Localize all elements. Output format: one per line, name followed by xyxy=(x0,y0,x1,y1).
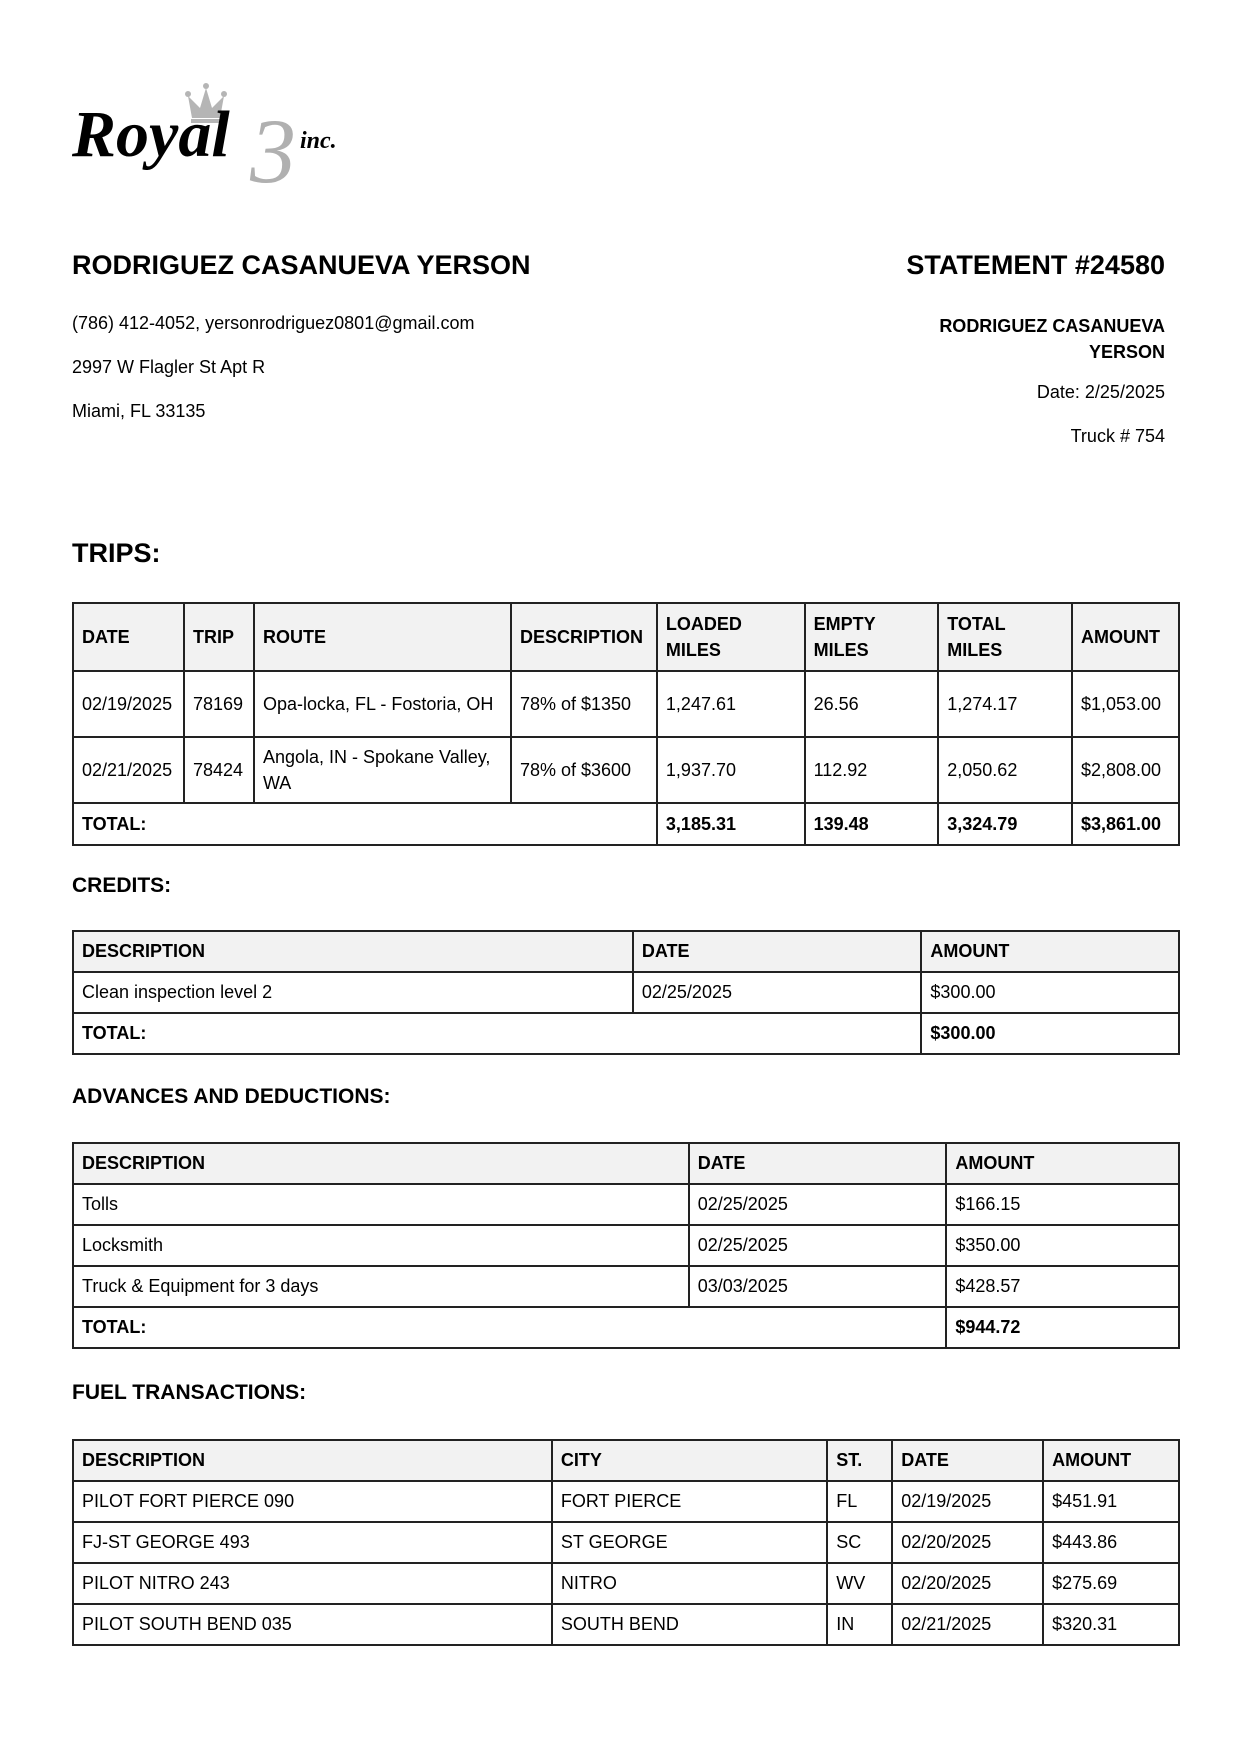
fuel-city: FORT PIERCE xyxy=(552,1481,827,1522)
col-date: DATE xyxy=(633,931,922,972)
table-row xyxy=(73,1481,1179,1522)
fuel-date: 02/19/2025 xyxy=(892,1481,1043,1522)
trips-header-row xyxy=(73,603,1179,671)
col-description: DESCRIPTION xyxy=(73,1440,552,1481)
total-label: TOTAL: xyxy=(73,1013,921,1054)
fuel-date: 02/20/2025 xyxy=(892,1563,1043,1604)
trip-loaded-miles: 1,247.61 xyxy=(657,671,805,737)
trip-date: 02/21/2025 xyxy=(73,737,184,803)
total-total-miles: 3,324.79 xyxy=(938,803,1072,845)
advance-amount: $428.57 xyxy=(946,1266,1179,1307)
table-row xyxy=(73,671,1179,737)
fuel-state: SC xyxy=(827,1522,892,1563)
trip-empty-miles: 112.92 xyxy=(805,737,939,803)
table-row xyxy=(73,1266,1179,1307)
total-amount: $944.72 xyxy=(946,1307,1179,1348)
col-route: ROUTE xyxy=(254,603,511,671)
company-logo xyxy=(72,78,382,190)
trips-table xyxy=(72,602,1180,846)
table-row xyxy=(73,737,1179,803)
advance-amount: $166.15 xyxy=(946,1184,1179,1225)
table-row xyxy=(73,972,1179,1013)
advances-header-row xyxy=(73,1143,1179,1184)
advance-description: Locksmith xyxy=(73,1225,689,1266)
trip-number: 78424 xyxy=(184,737,254,803)
table-row xyxy=(73,1604,1179,1645)
total-label: TOTAL: xyxy=(73,803,657,845)
trip-amount: $2,808.00 xyxy=(1072,737,1179,803)
fuel-amount: $275.69 xyxy=(1043,1563,1179,1604)
fuel-description: FJ-ST GEORGE 493 xyxy=(73,1522,552,1563)
credits-table xyxy=(72,930,1180,1055)
svg-text:Royal: Royal xyxy=(72,98,230,171)
fuel-city: SOUTH BEND xyxy=(552,1604,827,1645)
col-empty-miles: EMPTY MILES xyxy=(805,603,939,671)
driver-address-line1: 2997 W Flagler St Apt R xyxy=(72,357,266,377)
credits-title: CREDITS: xyxy=(72,874,172,897)
fuel-description: PILOT NITRO 243 xyxy=(73,1563,552,1604)
advances-total-row xyxy=(73,1307,1179,1348)
col-city: CITY xyxy=(552,1440,827,1481)
fuel-title: FUEL TRANSACTIONS: xyxy=(72,1381,307,1404)
col-date: DATE xyxy=(73,603,184,671)
fuel-date: 02/21/2025 xyxy=(892,1604,1043,1645)
fuel-city: ST GEORGE xyxy=(552,1522,827,1563)
col-date: DATE xyxy=(892,1440,1043,1481)
fuel-description: PILOT FORT PIERCE 090 xyxy=(73,1481,552,1522)
fuel-amount: $443.86 xyxy=(1043,1522,1179,1563)
fuel-header-row xyxy=(73,1440,1179,1481)
credit-description: Clean inspection level 2 xyxy=(73,972,633,1013)
trip-number: 78169 xyxy=(184,671,254,737)
fuel-date: 02/20/2025 xyxy=(892,1522,1043,1563)
trip-amount: $1,053.00 xyxy=(1072,671,1179,737)
trips-title: TRIPS: xyxy=(72,538,161,568)
trip-description: 78% of $3600 xyxy=(511,737,657,803)
credits-total-row xyxy=(73,1013,1179,1054)
svg-text:3: 3 xyxy=(250,100,296,190)
driver-address-line2: Miami, FL 33135 xyxy=(72,401,206,421)
trips-total-row xyxy=(73,803,1179,845)
table-row xyxy=(73,1184,1179,1225)
fuel-amount: $451.91 xyxy=(1043,1481,1179,1522)
trip-loaded-miles: 1,937.70 xyxy=(657,737,805,803)
svg-text:inc.: inc. xyxy=(300,128,337,154)
advance-amount: $350.00 xyxy=(946,1225,1179,1266)
statement-date: Date: 2/25/2025 xyxy=(1036,382,1165,402)
advance-description: Tolls xyxy=(73,1184,689,1225)
fuel-table xyxy=(72,1439,1180,1646)
driver-contact: (786) 412-4052, yersonrodriguez0801@gmail.com xyxy=(72,313,475,333)
fuel-state: IN xyxy=(827,1604,892,1645)
trip-total-miles: 1,274.17 xyxy=(938,671,1072,737)
trip-description: 78% of $1350 xyxy=(511,671,657,737)
fuel-amount: $320.31 xyxy=(1043,1604,1179,1645)
total-loaded-miles: 3,185.31 xyxy=(657,803,805,845)
total-amount: $300.00 xyxy=(921,1013,1179,1054)
col-description: DESCRIPTION xyxy=(73,1143,689,1184)
col-trip: TRIP xyxy=(184,603,254,671)
col-amount: AMOUNT xyxy=(1072,603,1179,671)
statement-driver-name: RODRIGUEZ CASANUEVA YERSON xyxy=(939,316,1165,362)
advance-date: 03/03/2025 xyxy=(689,1266,947,1307)
col-state: ST. xyxy=(827,1440,892,1481)
col-total-miles: TOTAL MILES xyxy=(938,603,1072,671)
total-empty-miles: 139.48 xyxy=(805,803,939,845)
credit-amount: $300.00 xyxy=(921,972,1179,1013)
total-label: TOTAL: xyxy=(73,1307,946,1348)
col-loaded-miles: LOADED MILES xyxy=(657,603,805,671)
col-amount: AMOUNT xyxy=(946,1143,1179,1184)
fuel-state: WV xyxy=(827,1563,892,1604)
driver-name: RODRIGUEZ CASANUEVA YERSON xyxy=(72,250,531,280)
advances-table xyxy=(72,1142,1180,1349)
credits-header-row xyxy=(73,931,1179,972)
fuel-state: FL xyxy=(827,1481,892,1522)
col-amount: AMOUNT xyxy=(921,931,1179,972)
statement-truck: Truck # 754 xyxy=(1070,426,1165,446)
col-date: DATE xyxy=(689,1143,947,1184)
advance-description: Truck & Equipment for 3 days xyxy=(73,1266,689,1307)
trip-route: Angola, IN - Spokane Valley, WA xyxy=(254,737,511,803)
table-row xyxy=(73,1563,1179,1604)
col-description: DESCRIPTION xyxy=(511,603,657,671)
advance-date: 02/25/2025 xyxy=(689,1225,947,1266)
col-description: DESCRIPTION xyxy=(73,931,633,972)
table-row xyxy=(73,1522,1179,1563)
trip-total-miles: 2,050.62 xyxy=(938,737,1072,803)
trip-route: Opa-locka, FL - Fostoria, OH xyxy=(254,671,511,737)
fuel-description: PILOT SOUTH BEND 035 xyxy=(73,1604,552,1645)
royal-3-logo-graphic xyxy=(72,78,382,190)
advances-title: ADVANCES AND DEDUCTIONS: xyxy=(72,1085,391,1108)
trip-date: 02/19/2025 xyxy=(73,671,184,737)
trip-empty-miles: 26.56 xyxy=(805,671,939,737)
total-amount: $3,861.00 xyxy=(1072,803,1179,845)
statement-title: STATEMENT #24580 xyxy=(906,250,1165,280)
credit-date: 02/25/2025 xyxy=(633,972,922,1013)
table-row xyxy=(73,1225,1179,1266)
fuel-city: NITRO xyxy=(552,1563,827,1604)
col-amount: AMOUNT xyxy=(1043,1440,1179,1481)
advance-date: 02/25/2025 xyxy=(689,1184,947,1225)
